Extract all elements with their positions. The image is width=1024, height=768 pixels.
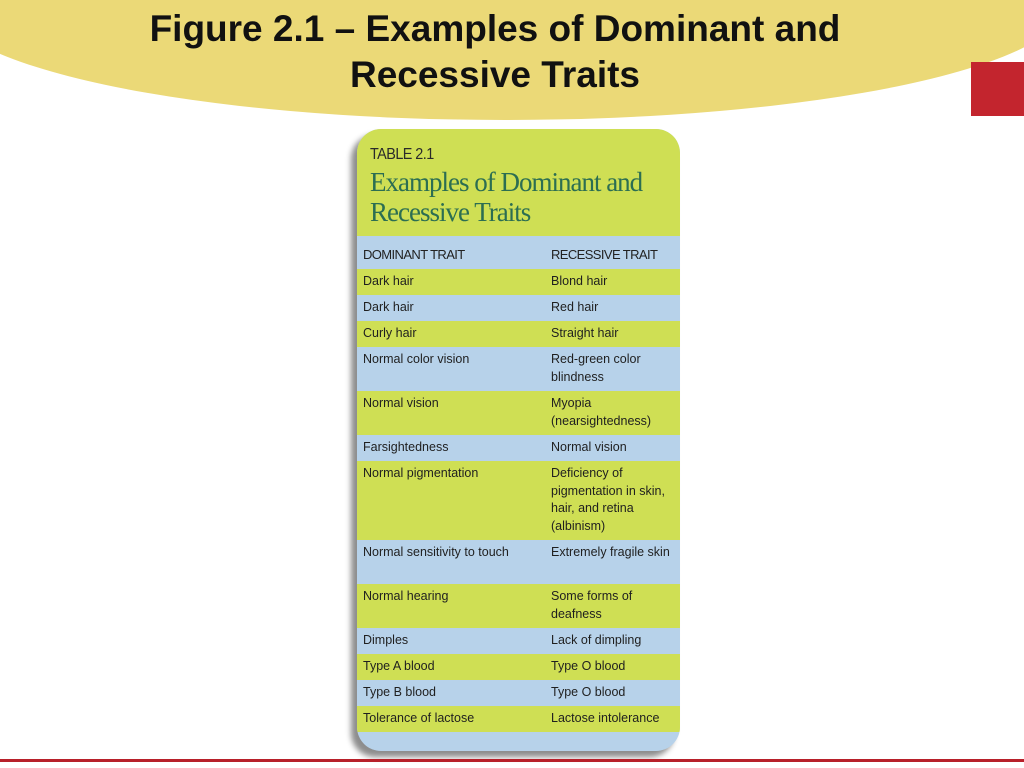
column-headers [357,236,680,269]
table-row [357,680,680,706]
dominant-trait-cell: Curly hair [363,326,417,340]
table-title [370,167,670,227]
recessive-trait-cell: Lactose intolerance [551,711,660,725]
table-title-line-2: Recessive Traits [370,197,531,227]
table-row [357,628,680,654]
recessive-trait-cell: Type O blood [551,685,626,699]
slide-title-line-1: Figure 2.1 – Examples of Dominant and [149,8,841,49]
dominant-trait-cell: Farsightedness [363,440,449,454]
dominant-trait-cell: Normal hearing [363,589,449,603]
slide-title [0,6,990,98]
table-row [357,295,680,321]
dominant-trait-cell: Type A blood [363,659,435,673]
table-header-block [357,129,680,236]
dominant-trait-cell: Type B blood [363,685,436,699]
recessive-trait-cell: Some forms of deafness [551,589,633,621]
table-row [357,706,680,732]
recessive-trait-cell: Extremely fragile skin [551,545,670,559]
column-header-dominant: DOMINANT TRAIT [363,247,465,262]
recessive-trait-cell: Red hair [551,300,599,314]
recessive-trait-cell: Normal vision [551,440,627,454]
table-row [357,391,680,435]
slide-title-line-2: Recessive Traits [349,54,641,95]
recessive-trait-cell: Red-green color blindness [551,352,641,384]
table-row [357,540,680,584]
table-row [357,269,680,295]
column-header-recessive: RECESSIVE TRAIT [551,247,658,262]
table-row [357,321,680,347]
dominant-trait-cell: Normal pigmentation [363,466,479,480]
dominant-trait-cell: Normal vision [363,396,439,410]
recessive-trait-cell: Straight hair [551,326,619,340]
dominant-trait-cell: Normal color vision [363,352,470,366]
table-number: TABLE 2.1 [370,146,434,163]
table-row [357,347,680,391]
recessive-trait-cell: Deficiency of pigmentation in skin, hair, and retina (albinism) [551,466,665,533]
table-row [357,435,680,461]
dominant-trait-cell: Tolerance of lactose [363,711,475,725]
recessive-trait-cell: Lack of dimpling [551,633,642,647]
dominant-trait-cell: Normal sensitivity to touch [363,545,509,559]
recessive-trait-cell: Myopia (nearsightedness) [551,396,652,428]
dominant-trait-cell: Dark hair [363,274,414,288]
recessive-trait-cell: Blond hair [551,274,608,288]
dominant-trait-cell: Dark hair [363,300,414,314]
footer-divider [0,759,1024,762]
dominant-trait-cell: Dimples [363,633,409,647]
table-row [357,461,680,540]
table-title-line-1: Examples of Dominant and [370,167,643,197]
traits-table-card [357,129,680,751]
table-row [357,584,680,628]
table-row [357,654,680,680]
recessive-trait-cell: Type O blood [551,659,626,673]
